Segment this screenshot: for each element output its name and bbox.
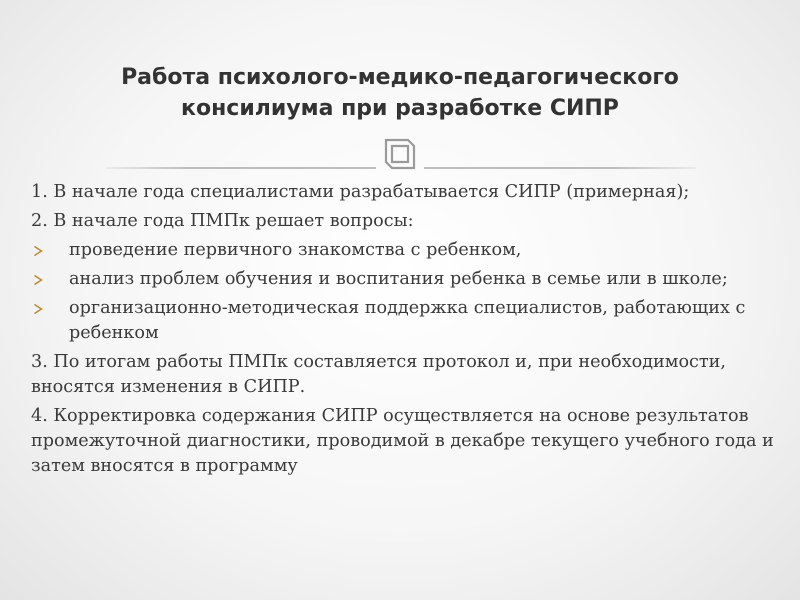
ornament-icon xyxy=(378,134,422,174)
title-divider-right xyxy=(424,167,696,169)
paragraph-3: 3. По итогам работы ПМПк составляется протокол и, при необходимости, вносятся изменения в СИПР. xyxy=(31,352,726,397)
bullet-text: проведение первичного знакомства с ребенком, xyxy=(69,240,522,260)
hollow-arrow-icon xyxy=(33,274,43,286)
bullet-text: анализ проблем обучения и воспитания ребенка в семье или в школе; xyxy=(69,269,728,289)
paragraph-1: 1. В начале года специалистами разрабатывается СИПР (примерная); xyxy=(31,182,690,202)
paragraph-2: 2. В начале года ПМПк решает вопросы: xyxy=(31,211,414,231)
title-divider-left xyxy=(106,167,376,169)
bullet-item xyxy=(31,267,776,292)
slide-body xyxy=(31,180,776,483)
paragraph-4: 4. Корректировка содержания СИПР осуществляется на основе результатов промежуточной диагностики, проводимой в декабре текущего учебного года и затем вносятся в программу xyxy=(31,406,774,476)
hollow-arrow-icon xyxy=(33,303,43,315)
bullet-item xyxy=(31,296,776,346)
slide-title-line-2: консилиума при разработке СИПР xyxy=(181,96,619,121)
hollow-arrow-icon xyxy=(33,245,43,257)
bullet-text: организационно-методическая поддержка специалистов, работающих с ребенком xyxy=(69,298,746,343)
bullet-item xyxy=(31,238,776,263)
slide-title-line-1: Работа психолого-медико-педагогического xyxy=(121,65,679,90)
slide-title xyxy=(60,62,740,124)
